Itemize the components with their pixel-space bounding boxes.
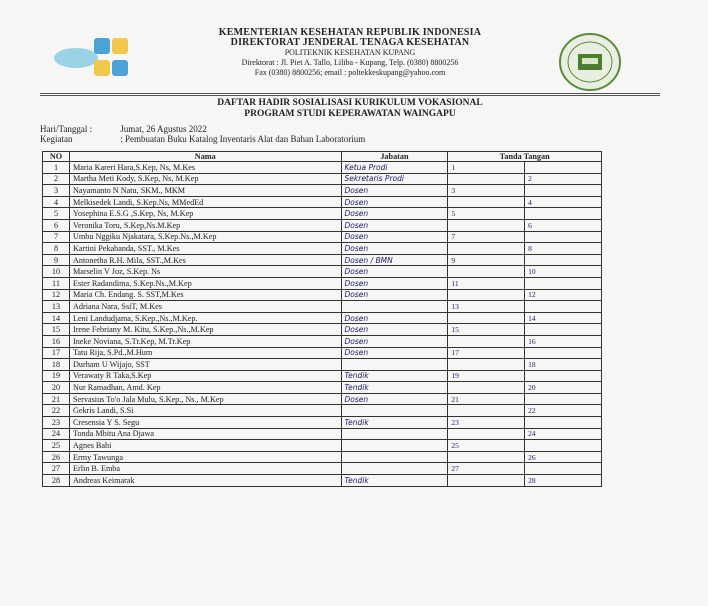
signature-cell-right (525, 324, 602, 336)
signature-cell-left: 5 (448, 208, 525, 220)
attendee-name: Martha Meti Kody, S.Kep, Ns, M.Kep (69, 173, 341, 185)
address: Direktorat : Jl. Piet A. Tallo, Liliba - Kupang, Telp. (0380) 8800256 (241, 58, 459, 67)
row-number: 1 (43, 162, 70, 174)
ministry-name: KEMENTERIAN KESEHATAN REPUBLIK INDONESIA (218, 27, 482, 38)
row-number: 18 (43, 359, 70, 371)
attendee-position (341, 440, 448, 452)
signature-cell-right (525, 254, 602, 266)
attendee-name: Ermy Tawunga (69, 451, 341, 463)
signature-cell-left (448, 382, 525, 394)
attendee-name: Andreas Keimarak (69, 475, 341, 487)
attendee-name: Tonda Mbitu Ana Djawa (69, 428, 341, 440)
attendee-position: Ketua Prodi (341, 162, 448, 174)
attendee-name: Servasius To'o Jala Mulu, S.Kep., Ns., M.Kep (69, 393, 341, 405)
table-row (43, 475, 602, 487)
col-header-signature: Tanda Tangan (448, 152, 602, 162)
table-row (43, 382, 602, 394)
signature-cell-right: 10 (525, 266, 602, 278)
attendee-name: Adriana Nara, SsiT, M.Kes (69, 301, 341, 313)
attendee-position: Dosen (341, 219, 448, 231)
signature-cell-right: 14 (525, 312, 602, 324)
attendee-position: Dosen (341, 324, 448, 336)
signature-cell-left (448, 475, 525, 487)
row-number: 7 (43, 231, 70, 243)
signature-cell-left (448, 219, 525, 231)
row-number: 12 (43, 289, 70, 301)
letterhead (40, 26, 660, 94)
table-row (43, 208, 602, 220)
row-number: 23 (43, 417, 70, 429)
table-row (43, 417, 602, 429)
attendee-position: Dosen (341, 266, 448, 278)
attendee-position: Sekretaris Prodi (341, 173, 448, 185)
signature-cell-left (448, 289, 525, 301)
attendee-name: Erlin B. Emba (69, 463, 341, 475)
attendee-position: Dosen (341, 347, 448, 359)
table-row (43, 254, 602, 266)
row-number: 2 (43, 173, 70, 185)
signature-cell-right: 12 (525, 289, 602, 301)
row-number: 25 (43, 440, 70, 452)
attendee-name: Nayamanto N Natu, SKM., MKM (69, 185, 341, 197)
attendee-name: Durham U Wijajo, SST (69, 359, 341, 371)
table-row (43, 266, 602, 278)
row-number: 27 (43, 463, 70, 475)
attendee-name: Leni Landudjama, S.Kep.,Ns.,M.Kep. (69, 312, 341, 324)
attendee-position: Dosen (341, 208, 448, 220)
date-label: Hari/Tanggal : (40, 124, 93, 134)
attendee-name: Ineke Noviana, S.Tr.Kep, M.Tr.Kep (69, 335, 341, 347)
signature-cell-right: 6 (525, 219, 602, 231)
attendee-name: Melkisedek Landi, S.Kep.Ns, MMedEd (69, 196, 341, 208)
signature-cell-right (525, 463, 602, 475)
table-row (43, 463, 602, 475)
table-row (43, 428, 602, 440)
row-number: 8 (43, 243, 70, 255)
table-row (43, 277, 602, 289)
attendee-position: Dosen (341, 277, 448, 289)
row-number: 6 (43, 219, 70, 231)
table-row (43, 243, 602, 255)
ministry-logo-icon (50, 32, 142, 84)
signature-cell-left (448, 451, 525, 463)
signature-cell-right (525, 185, 602, 197)
activity-label: Kegiatan (40, 134, 73, 144)
signature-cell-right: 26 (525, 451, 602, 463)
signature-cell-right (525, 370, 602, 382)
signature-cell-right (525, 231, 602, 243)
row-number: 20 (43, 382, 70, 394)
signature-cell-right: 4 (525, 196, 602, 208)
signature-cell-right (525, 162, 602, 174)
signature-cell-left (448, 312, 525, 324)
poltekkes-seal-icon (558, 32, 622, 92)
table-row (43, 219, 602, 231)
signature-cell-left: 27 (448, 463, 525, 475)
signature-cell-left (448, 335, 525, 347)
contact: Fax (0380) 8800256; email : poltekkeskupang@yahoo.com (254, 68, 446, 77)
attendee-name: Tatu Rija, S.Pd.,M.Hum (69, 347, 341, 359)
signature-cell-right (525, 301, 602, 313)
signature-cell-left: 19 (448, 370, 525, 382)
attendee-position: Dosen (341, 196, 448, 208)
signature-cell-left: 7 (448, 231, 525, 243)
attendee-name: Umbu Nggiku Njakatara, S.Kep.Ns.,M.Kep (69, 231, 341, 243)
directorate-name: DIREKTORAT JENDERAL TENAGA KESEHATAN (230, 37, 470, 48)
table-row (43, 324, 602, 336)
table-row (43, 451, 602, 463)
attendee-name: Ester Radandima, S.Kep.Ns.,M.Kep (69, 277, 341, 289)
attendee-position: Dosen (341, 393, 448, 405)
signature-cell-right (525, 347, 602, 359)
col-header-position: Jabatan (341, 152, 448, 162)
attendee-name: Verawaty R Taka,S.Kep (69, 370, 341, 382)
row-number: 17 (43, 347, 70, 359)
row-number: 11 (43, 277, 70, 289)
attendee-position: Tendik (341, 417, 448, 429)
attendee-position: Dosen (341, 243, 448, 255)
attendee-position: Dosen (341, 289, 448, 301)
signature-cell-left: 25 (448, 440, 525, 452)
attendee-position: Dosen (341, 231, 448, 243)
row-number: 24 (43, 428, 70, 440)
signature-cell-left: 17 (448, 347, 525, 359)
signature-cell-left (448, 266, 525, 278)
signature-cell-left: 21 (448, 393, 525, 405)
table-row (43, 335, 602, 347)
signature-cell-left: 15 (448, 324, 525, 336)
attendee-name: Agnes Bahi (69, 440, 341, 452)
table-row (43, 370, 602, 382)
signature-cell-right: 8 (525, 243, 602, 255)
signature-cell-left: 1 (448, 162, 525, 174)
attendee-name: Kartini Pekabanda, SST., M.Kes (69, 243, 341, 255)
attendee-position: Dosen (341, 312, 448, 324)
signature-cell-left (448, 428, 525, 440)
table-row (43, 359, 602, 371)
row-number: 28 (43, 475, 70, 487)
table-row (43, 347, 602, 359)
header-rule (40, 93, 660, 94)
attendee-name: Maria Kareri Hara,S.Kep, Ns, M.Kes (69, 162, 341, 174)
title-line-1: DAFTAR HADIR SOSIALISASI KURIKULUM VOKASIONAL (217, 98, 483, 108)
signature-cell-left: 13 (448, 301, 525, 313)
attendee-name: Nur Ramadhan, Amd. Kep (69, 382, 341, 394)
attendee-position (341, 463, 448, 475)
signature-cell-left: 11 (448, 277, 525, 289)
attendee-position: Dosen (341, 335, 448, 347)
signature-cell-right: 2 (525, 173, 602, 185)
signature-cell-right (525, 417, 602, 429)
attendee-name: Veronika Toru, S.Kep,Ns.M.Kep (69, 219, 341, 231)
attendee-position (341, 301, 448, 313)
title-line-2: PROGRAM STUDI KEPERAWATAN WAINGAPU (244, 109, 456, 119)
date-value: Jumat, 26 Agustus 2022 (120, 124, 207, 134)
row-number: 10 (43, 266, 70, 278)
table-row (43, 393, 602, 405)
document-title (40, 98, 660, 120)
row-number: 16 (43, 335, 70, 347)
signature-cell-right (525, 277, 602, 289)
table-row (43, 185, 602, 197)
activity-row (40, 134, 365, 144)
attendee-name: Gekris Landi, S.Si (69, 405, 341, 417)
attendee-position: Tendik (341, 382, 448, 394)
row-number: 26 (43, 451, 70, 463)
attendee-name: Irene Febriany M. Kitu, S.Kep.,Ns.,M.Kep (69, 324, 341, 336)
signature-cell-right (525, 393, 602, 405)
row-number: 4 (43, 196, 70, 208)
row-number: 13 (43, 301, 70, 313)
attendee-name: Marselin V Joz, S.Kep. Ns (69, 266, 341, 278)
signature-cell-left (448, 405, 525, 417)
signature-cell-right: 22 (525, 405, 602, 417)
signature-cell-left (448, 173, 525, 185)
row-number: 5 (43, 208, 70, 220)
table-row (43, 196, 602, 208)
date-row (40, 124, 365, 134)
attendee-name: Antonetha R.H. Mila, SST.,M.Kes (69, 254, 341, 266)
table-header-row (43, 152, 602, 162)
signature-cell-right (525, 440, 602, 452)
row-number: 22 (43, 405, 70, 417)
attendee-position (341, 428, 448, 440)
table-row (43, 289, 602, 301)
signature-cell-right (525, 208, 602, 220)
signature-cell-left: 23 (448, 417, 525, 429)
attendee-position: Tendik (341, 370, 448, 382)
attendee-position (341, 359, 448, 371)
row-number: 19 (43, 370, 70, 382)
institution-name: POLITEKNIK KESEHATAN KUPANG (284, 48, 416, 57)
attendee-position (341, 405, 448, 417)
signature-cell-left: 3 (448, 185, 525, 197)
header-rule-thin (40, 95, 660, 96)
signature-cell-right: 18 (525, 359, 602, 371)
signature-cell-right: 24 (525, 428, 602, 440)
row-number: 21 (43, 393, 70, 405)
table-row (43, 312, 602, 324)
col-header-name: Nama (69, 152, 341, 162)
row-number: 15 (43, 324, 70, 336)
signature-cell-left: 9 (448, 254, 525, 266)
attendee-name: Maria Ch. Endang. S. SST,M.Kes (69, 289, 341, 301)
col-header-no: NO (43, 152, 70, 162)
attendee-position (341, 451, 448, 463)
attendee-position: Tendik (341, 475, 448, 487)
row-number: 3 (43, 185, 70, 197)
signature-cell-right: 16 (525, 335, 602, 347)
letterhead-text (150, 28, 550, 78)
table-row (43, 405, 602, 417)
activity-value: : Pembuatan Buku Katalog Inventaris Alat dan Bahan Laboratorium (120, 134, 366, 144)
attendance-table (42, 151, 602, 487)
row-number: 14 (43, 312, 70, 324)
signature-cell-right: 20 (525, 382, 602, 394)
attendance-rows (43, 162, 602, 487)
table-row (43, 301, 602, 313)
table-row (43, 162, 602, 174)
table-row (43, 440, 602, 452)
meeting-info (40, 124, 365, 144)
signature-cell-left (448, 359, 525, 371)
signature-cell-left (448, 196, 525, 208)
attendee-position: Dosen (341, 185, 448, 197)
signature-cell-right: 28 (525, 475, 602, 487)
table-row (43, 173, 602, 185)
attendee-name: Cresensia Y S. Segu (69, 417, 341, 429)
table-row (43, 231, 602, 243)
attendee-name: Yosephina E.S.G ,S.Kep, Ns, M.Kep (69, 208, 341, 220)
attendee-position: Dosen / BMN (341, 254, 448, 266)
signature-cell-left (448, 243, 525, 255)
row-number: 9 (43, 254, 70, 266)
